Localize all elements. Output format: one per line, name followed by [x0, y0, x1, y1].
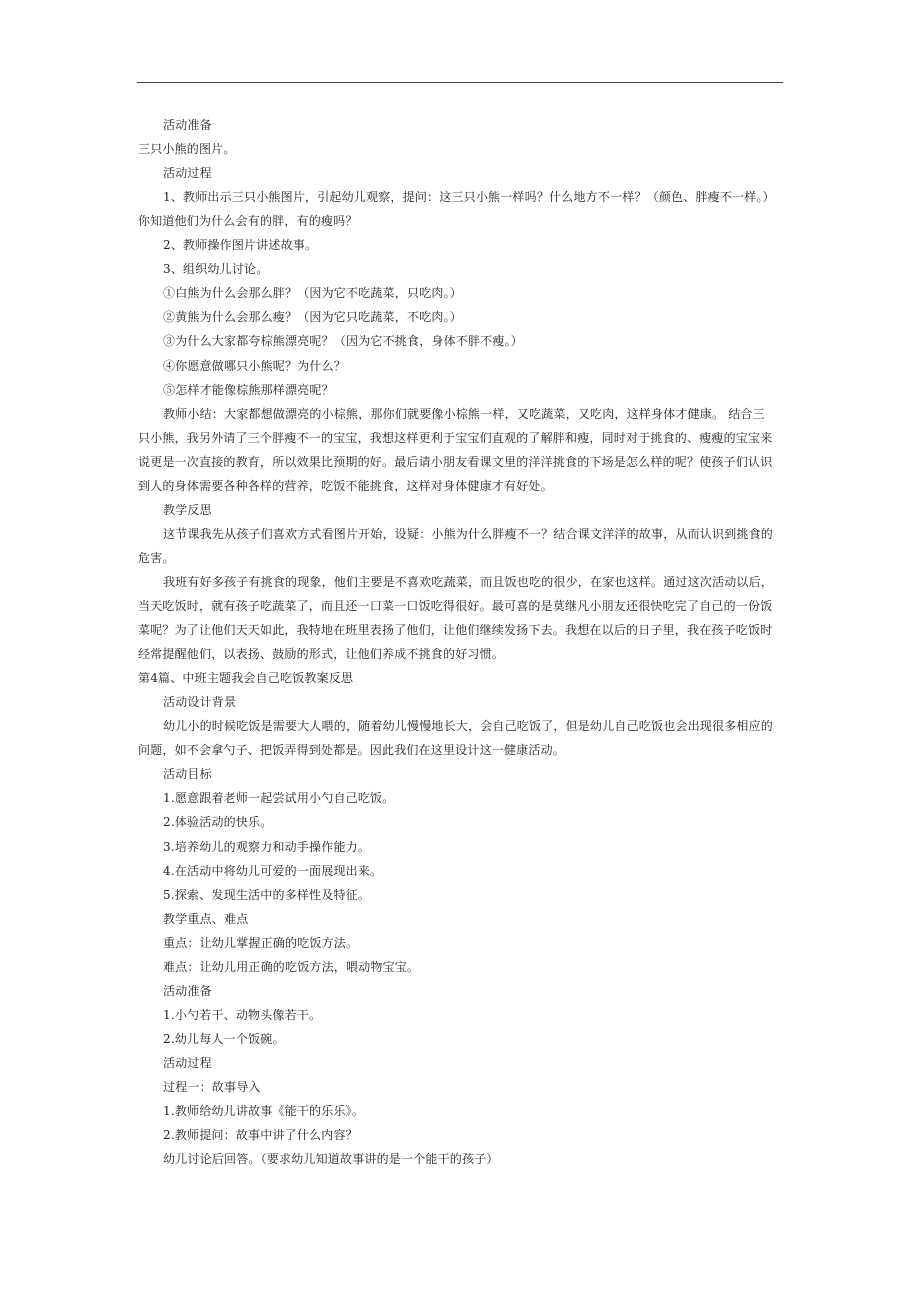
- text-line: 2.体验活动的快乐。: [163, 815, 273, 830]
- text-line: 教学重点、难点: [163, 911, 249, 926]
- text-line: 过程一：故事导入: [163, 1080, 261, 1094]
- text-line: 4.在活动中将幼儿可爱的一面展现出来。: [163, 863, 383, 878]
- text-line: 3、组织幼儿讨论。: [163, 262, 269, 277]
- text-line: 活动过程: [163, 1055, 212, 1070]
- text-line: ②黄熊为什么会那么瘦？（因为它只吃蔬菜，不吃肉。）: [163, 310, 463, 325]
- text-line: 第4篇、中班主题我会自己吃饭教案反思: [138, 671, 354, 686]
- text-line: 经常提醒他们，以表扬、鼓励的形式，让他们养成不挑食的好习惯。: [138, 647, 505, 662]
- text-line: 活动准备: [163, 983, 212, 998]
- text-line: 这节课我先从孩子们喜欢方式看图片开始，设疑：小熊为什么胖瘦不一？结合课文洋洋的故事，从而认识到挑食的: [163, 526, 774, 541]
- text-line: 活动设计背景: [163, 695, 237, 710]
- text-line: 活动过程: [163, 166, 212, 181]
- text-line: 活动准备: [163, 118, 212, 132]
- text-line: ③为什么大家都夸棕熊漂亮呢？（因为它不挑食，身体不胖不瘦。）: [163, 334, 524, 349]
- text-line: 3.培养幼儿的观察力和动手操作能力。: [163, 839, 371, 854]
- text-line: ①白熊为什么会那么胖？（因为它不吃蔬菜，只吃肉。）: [163, 286, 463, 301]
- text-line: 2.幼儿每人一个饭碗。: [163, 1031, 285, 1046]
- text-line: 我班有好多孩子有挑食的现象，他们主要是不喜欢吃蔬菜，而且饭也吃的很少，在家也这样。通过这次活动以后，: [163, 574, 774, 589]
- text-line: ⑤怎样才能像棕熊那样漂亮呢？: [163, 382, 334, 397]
- text-line: 教学反思: [163, 502, 212, 517]
- text-line: 问题，如不会拿勺子、把饭弄得到处都是。因此我们在这里设计这一健康活动。: [138, 743, 566, 758]
- text-line: 教师小结：大家都想做漂亮的小棕熊，那你们就要像小棕熊一样，又吃蔬菜，又吃肉，这样身体才健康。 结合三: [163, 406, 765, 421]
- text-line: 2.教师提问：故事中讲了什么内容？: [163, 1128, 358, 1143]
- text-line: 难点：让幼儿用正确的吃饭方法，喂动物宝宝。: [163, 959, 420, 974]
- text-line: 重点：让幼儿掌握正确的吃饭方法。: [163, 935, 359, 950]
- text-line: 当天吃饭时，就有孩子吃蔬菜了，而且还一口菜一口饭吃得很好。最可喜的是莫继凡小朋友还很快吃完了自己的一份饭: [138, 599, 773, 613]
- text-line: 说更是一次直接的教育，所以效果比预期的好。最后请小朋友看课文里的洋洋挑食的下场是怎么样的呢？使孩子们认识: [138, 454, 773, 469]
- text-line: 1、教师出示三只小熊图片，引起幼儿观察，提问：这三只小熊一样吗？什么地方不一样？（颜色、胖瘦不一样。）: [163, 190, 775, 205]
- text-line: 到人的身体需要各种各样的营养，吃饭不能挑食，这样对身体健康才有好处。: [138, 478, 553, 493]
- text-line: 1.愿意跟着老师一起尝试用小勺自己吃饭。: [163, 791, 395, 806]
- text-line: 1.小勺若干、动物头像若干。: [163, 1007, 322, 1022]
- text-line: 三只小熊的图片。: [138, 142, 236, 157]
- text-line: ④你愿意做哪只小熊呢？为什么？: [163, 358, 347, 373]
- text-line: 2、教师操作图片讲述故事。: [163, 238, 318, 253]
- text-line: 只小熊，我另外请了三个胖瘦不一的宝宝，我想这样更利于宝宝们直观的了解胖和瘦，同时对于挑食的、瘦瘦的宝宝来: [138, 430, 773, 445]
- text-line: 危害。: [138, 550, 175, 565]
- text-line: 幼儿小的时候吃饭是需要大人喂的，随着幼儿慢慢地长大，会自己吃饭了，但是幼儿自己吃饭也会出现很多相应的: [163, 719, 774, 734]
- text-line: 5.探索、发现生活中的多样性及特征。: [163, 887, 371, 902]
- text-line: 活动目标: [163, 767, 212, 782]
- text-line: 1.教师给幼儿讲故事《能干的乐乐》。: [163, 1104, 365, 1119]
- text-line: 幼儿讨论后回答。（要求幼儿知道故事讲的是一个能干的孩子）: [163, 1152, 499, 1167]
- text-line: 你知道他们为什么会有的胖，有的瘦吗？: [138, 214, 358, 229]
- text-line: 菜呢？为了让他们天天如此，我特地在班里表扬了他们，让他们继续发扬下去。我想在以后的日子里，我在孩子吃饭时: [138, 623, 773, 638]
